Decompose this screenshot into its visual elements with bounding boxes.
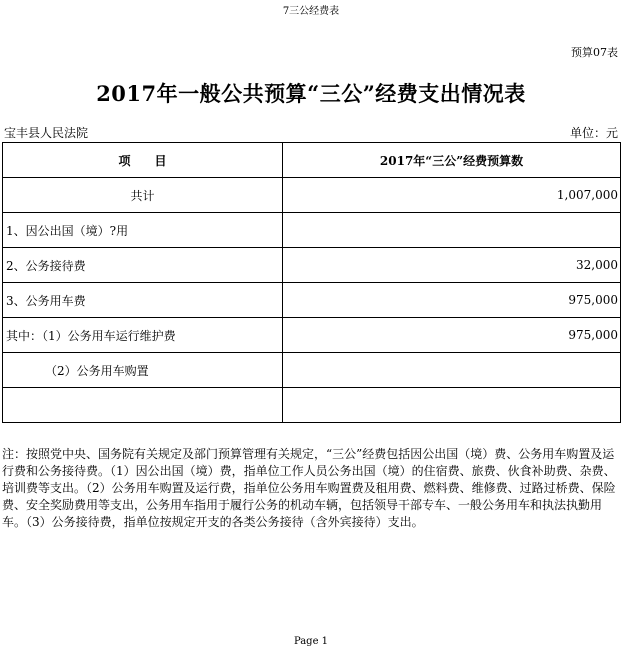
unit-label: 单位：元 <box>569 126 618 140</box>
expense-table <box>2 142 621 423</box>
row-label: 其中：（1）公务用车运行维护费 <box>3 318 283 353</box>
row-value: 32,000 <box>283 248 621 283</box>
form-code: 预算07表 <box>571 46 618 59</box>
row-value <box>283 353 621 388</box>
header-item: 项 目 <box>3 143 283 178</box>
row-label: 3、公务用车费 <box>3 283 283 318</box>
page-title: 2017年一般公共预算“三公”经费支出情况表 <box>96 81 526 106</box>
table-row <box>3 318 621 353</box>
table-row <box>3 353 621 388</box>
table-row <box>3 213 621 248</box>
table-row <box>3 248 621 283</box>
row-value: 975,000 <box>283 318 621 353</box>
sheet-tab-label: 7三公经费表 <box>282 6 340 17</box>
row-label: 1、因公出国（境）?用 <box>3 213 283 248</box>
row-value: 975,000 <box>283 283 621 318</box>
table-row <box>3 388 621 423</box>
table-row <box>3 283 621 318</box>
row-value: 1,007,000 <box>283 178 621 213</box>
table-header-row <box>3 143 621 178</box>
header-budget: 2017年“三公”经费预算数 <box>283 143 621 178</box>
row-label: （2）公务用车购置 <box>3 353 283 388</box>
row-value <box>283 213 621 248</box>
page-number: Page 1 <box>293 636 329 647</box>
footnote: 注：按照党中央、国务院有关规定及部门预算管理有关规定，“三公”经费包括因公出国（境）费、公务用车购置及运行费和公务接待费。（1）因公出国（境）费，指单位工作人员公务出国（境）的住宿费、旅费、伙食补助费、杂费、培训费等支出。（2）公务用车购置及运行费，指单位公务用车购置费及租用费、燃料费、维修费、过路过桥费、保险费、安全奖励费用等支出，公务用车指用于履行公务的机动车辆，包括领导干部专车、一般公务用车和执法执勤用车。（3）公务接待费，指单位按规定开支的各类公务接待（含外宾接待）支出。 <box>2 447 616 529</box>
row-label <box>3 388 283 423</box>
row-value <box>283 388 621 423</box>
row-label: 共计 <box>3 178 283 213</box>
organization-name: 宝丰县人民法院 <box>4 126 89 140</box>
table-row <box>3 178 621 213</box>
row-label: 2、公务接待费 <box>3 248 283 283</box>
